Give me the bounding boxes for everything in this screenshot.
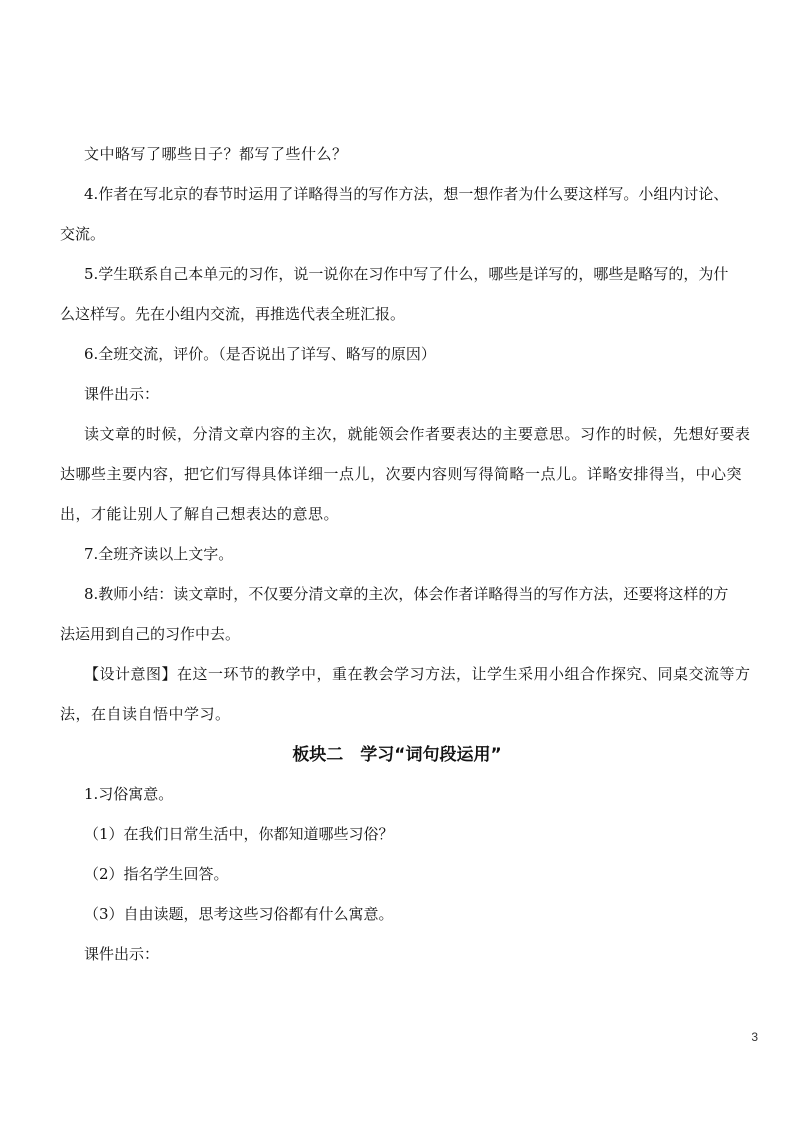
paragraph-line: 法运用到自己的习作中去。 <box>60 625 241 643</box>
paragraph-line: 1.习俗寓意。 <box>84 785 174 803</box>
paragraph-line: （3）自由读题，思考这些习俗都有什么寓意。 <box>84 905 394 923</box>
paragraph-line: （1）在我们日常生活中，你都知道哪些习俗？ <box>84 825 394 843</box>
design-intent-line: 法，在自读自悟中学习。 <box>60 705 231 723</box>
paragraph-line: 8.教师小结：读文章时，不仅要分清文章的主次，体会作者详略得当的写作方法，还要将这样的方 <box>84 585 729 603</box>
paragraph-line: 课件出示： <box>84 945 160 963</box>
paragraph-line: 文中略写了哪些日子？都写了些什么？ <box>84 145 348 163</box>
paragraph-line: 5.学生联系自己本单元的习作，说一说你在习作中写了什么，哪些是详写的，哪些是略写的，为什 <box>84 265 729 283</box>
paragraph-line: 课件出示： <box>84 385 160 403</box>
design-intent-line: 【设计意图】在这一环节的教学中，重在教会学习方法，让学生采用小组合作探究、同桌交流等方 <box>84 665 751 683</box>
section-heading: 板块二 学习“词句段运用” <box>292 745 502 765</box>
paragraph-line: 4.作者在写北京的春节时运用了详略得当的写作方法，想一想作者为什么要这样写。小组内讨论、 <box>84 185 729 203</box>
paragraph-line: 达哪些主要内容，把它们写得具体详细一点儿，次要内容则写得简略一点儿。详略安排得当，中心突 <box>60 465 743 483</box>
paragraph-line: 读文章的时候，分清文章内容的主次，就能领会作者要表达的主要意思。习作的时候，先想好要表 <box>84 425 751 443</box>
paragraph-line: 出，才能让别人了解自己想表达的意思。 <box>60 505 340 523</box>
paragraph-line: 7.全班齐读以上文字。 <box>84 545 234 563</box>
page-number: 3 <box>751 1030 758 1044</box>
paragraph-line: 6.全班交流，评价。（是否说出了详写、略写的原因） <box>84 345 436 363</box>
paragraph-line: 交流。 <box>60 225 106 243</box>
paragraph-line: （2）指名学生回答。 <box>84 865 229 883</box>
paragraph-line: 么这样写。先在小组内交流，再推选代表全班汇报。 <box>60 305 406 323</box>
